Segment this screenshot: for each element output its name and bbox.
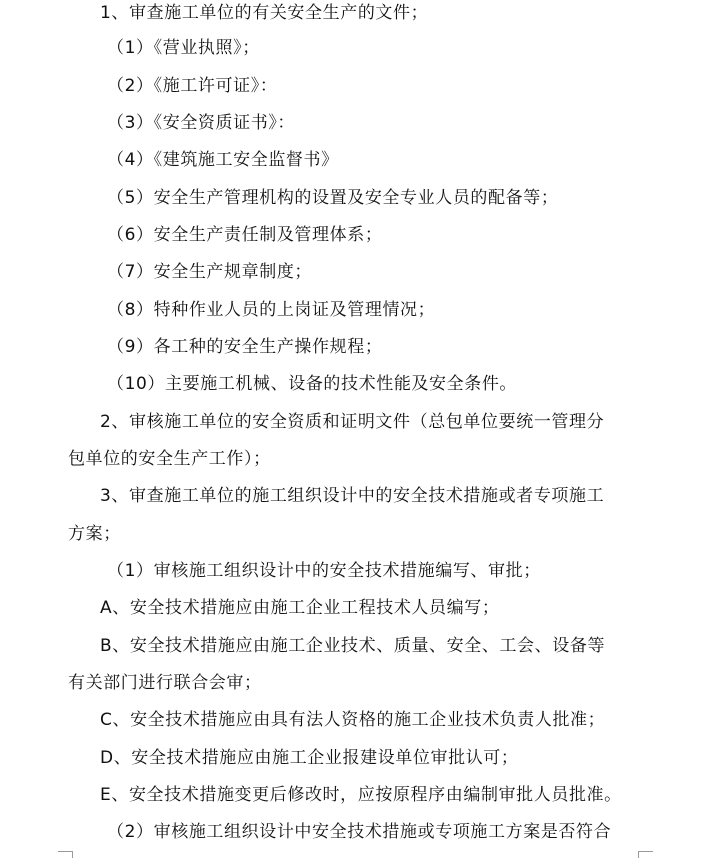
item-1-heading: 1、审查施工单位的有关安全生产的文件； (100, 3, 429, 23)
page-corner-mark-right (638, 851, 653, 858)
item-3-1-heading: （1）审核施工组织设计中的安全技术措施编写、审批； (107, 561, 541, 581)
item-1-3-safety-certificate: （3）《安全资质证书》： (107, 113, 296, 133)
item-3-heading-line1: 3、审查施工单位的施工组织设计中的安全技术措施或者专项施工 (100, 486, 605, 506)
item-3-1-d: D、安全技术措施应由施工企业报建设单位审批认可； (100, 748, 519, 768)
item-3-1-e: E、安全技术措施变更后修改时，应按原程序由编制审批人员批准。 (100, 785, 622, 805)
item-1-5-management-organization: （5）安全生产管理机构的设置及安全专业人员的配备等； (107, 188, 559, 208)
item-3-1-b-line1: B、安全技术措施应由施工企业技术、质量、安全、工会、设备等 (100, 636, 606, 656)
item-1-2-construction-permit: （2）《施工许可证》： (107, 76, 278, 96)
item-3-2-heading: （2）审核施工组织设计中安全技术措施或专项施工方案是否符合 (107, 822, 612, 842)
item-3-heading-line2: 方案； (68, 524, 121, 544)
item-1-8-special-operators: （8）特种作业人员的上岗证及管理情况； (107, 300, 436, 320)
item-1-9-operating-procedures: （9）各工种的安全生产操作规程； (107, 337, 383, 357)
item-2-heading-line1: 2、审核施工单位的安全资质和证明文件（总包单位要统一管理分 (100, 412, 605, 432)
item-1-6-responsibility-system: （6）安全生产责任制及管理体系； (107, 225, 383, 245)
item-1-4-supervision-book: （4）《建筑施工安全监督书》 (107, 150, 339, 170)
item-1-10-machinery: （10）主要施工机械、设备的技术性能及安全条件。 (107, 374, 518, 394)
item-3-1-a: A、安全技术措施应由施工企业工程技术人员编写； (100, 598, 500, 618)
item-2-heading-line2: 包单位的安全生产工作）； (68, 449, 271, 469)
item-1-7-rules: （7）安全生产规章制度； (107, 262, 313, 282)
page-corner-mark-left (58, 851, 73, 858)
item-3-1-b-line2: 有关部门进行联合会审； (68, 673, 262, 693)
item-1-1-business-license: （1）《营业执照》； (107, 38, 260, 58)
item-3-1-c: C、安全技术措施应由具有法人资格的施工企业技术负责人批准； (100, 710, 606, 730)
